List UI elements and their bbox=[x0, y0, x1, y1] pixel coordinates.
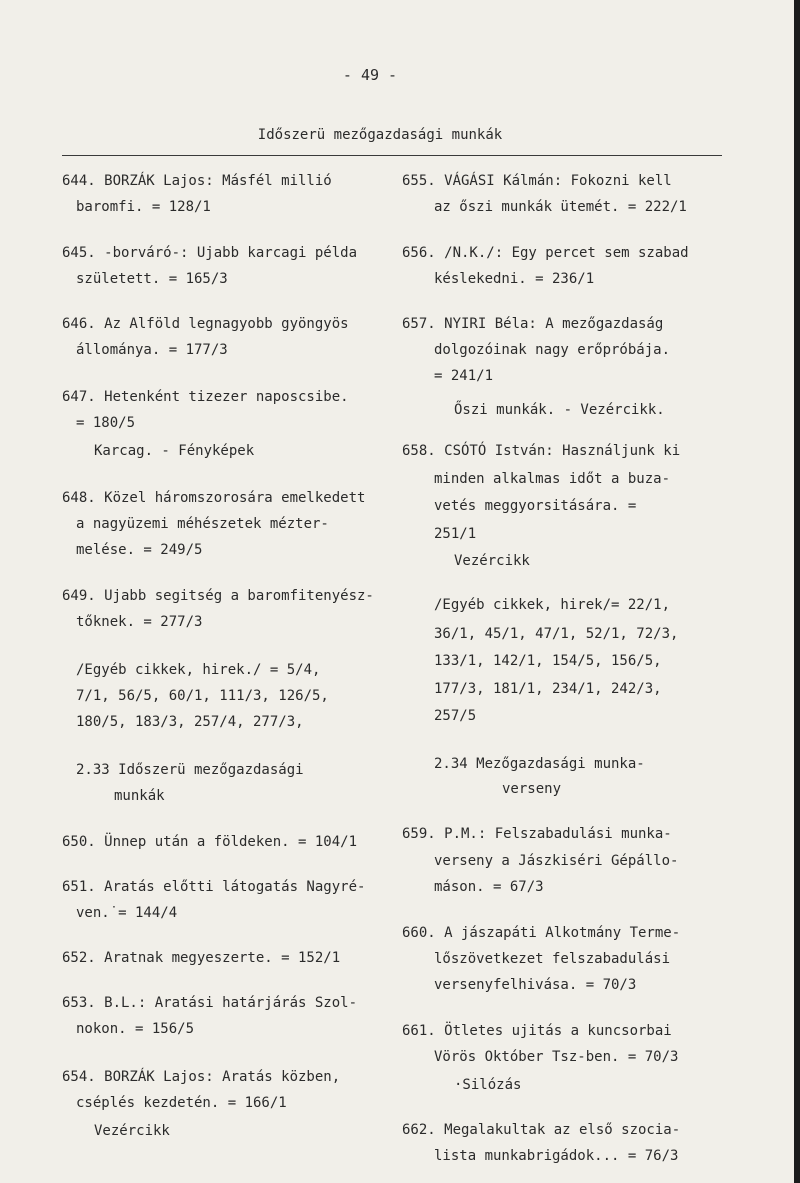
other-articles-line-1: /Egyéb cikkek, hirek/= 22/1, bbox=[434, 597, 671, 613]
entry-644-cont: baromfi. = 128/1 bbox=[76, 199, 211, 215]
entry-660: 660. A jászapáti Alkotmány Terme- bbox=[402, 925, 681, 941]
entry-653-cont: nokon. = 156/5 bbox=[76, 1021, 195, 1037]
entry-650: 650. Ünnep után a földeken. = 104/1 bbox=[62, 834, 358, 850]
section-heading-2-34-cont: verseny bbox=[502, 781, 562, 797]
section-heading-2-34: 2.34 Mezőgazdasági munka- bbox=[434, 756, 645, 772]
entry-654-cont: cséplés kezdetén. = 166/1 bbox=[76, 1095, 287, 1111]
entry-656-cont: késlekedni. = 236/1 bbox=[434, 271, 595, 287]
entry-658-cont-2: vetés meggyorsitására. = bbox=[434, 498, 637, 514]
entry-658: 658. CSÓTÓ István: Használjunk ki bbox=[402, 443, 681, 459]
entry-658-cont: minden alkalmas időt a buza- bbox=[434, 471, 671, 487]
other-articles-line-4: 177/3, 181/1, 234/1, 242/3, bbox=[434, 681, 662, 697]
entry-660-cont: lőszövetkezet felszabadulási bbox=[434, 951, 671, 967]
entry-647-cont: = 180/5 bbox=[76, 415, 136, 431]
entry-654-note: Vezércikk bbox=[94, 1123, 170, 1139]
other-articles-line-3: 180/5, 183/3, 257/4, 277/3, bbox=[76, 714, 304, 730]
entry-648-cont: a nagyüzemi méhészetek mézter- bbox=[76, 516, 329, 532]
entry-648: 648. Közel háromszorosára emelkedett bbox=[62, 490, 366, 506]
header-rule bbox=[62, 155, 722, 156]
entry-649: 649. Ujabb segitség a baromfitenyész- bbox=[62, 588, 374, 604]
entry-660-cont-2: versenyfelhivása. = 70/3 bbox=[434, 977, 637, 993]
entry-658-note: Vezércikk bbox=[454, 553, 530, 569]
entry-659-cont-2: máson. = 67/3 bbox=[434, 879, 544, 895]
entry-645-cont: született. = 165/3 bbox=[76, 271, 228, 287]
entry-653: 653. B.L.: Aratási határjárás Szol- bbox=[62, 995, 358, 1011]
other-articles-line-3: 133/1, 142/1, 154/5, 156/5, bbox=[434, 653, 662, 669]
entry-648-cont-2: melése. = 249/5 bbox=[76, 542, 203, 558]
entry-661-cont: Vörös Október Tsz-ben. = 70/3 bbox=[434, 1049, 679, 1065]
other-articles-line-1: /Egyéb cikkek, hirek./ = 5/4, bbox=[76, 662, 321, 678]
page-number: - 49 - bbox=[342, 66, 398, 84]
entry-654: 654. BORZÁK Lajos: Aratás közben, bbox=[62, 1069, 341, 1085]
entry-646-cont: állománya. = 177/3 bbox=[76, 342, 228, 358]
entry-652: 652. Aratnak megyeszerte. = 152/1 bbox=[62, 950, 341, 966]
other-articles-line-2: 7/1, 56/5, 60/1, 111/3, 126/5, bbox=[76, 688, 329, 704]
entry-657: 657. NYIRI Béla: A mezőgazdaság bbox=[402, 316, 664, 332]
entry-661: 661. Ötletes ujitás a kuncsorbai bbox=[402, 1023, 672, 1039]
entry-657-cont: dolgozóinak nagy erőpróbája. bbox=[434, 342, 671, 358]
entry-655-cont: az őszi munkák ütemét. = 222/1 bbox=[434, 199, 687, 215]
entry-655: 655. VÁGÁSI Kálmán: Fokozni kell bbox=[402, 173, 672, 189]
entry-659-cont: verseny a Jászkiséri Gépállo- bbox=[434, 853, 679, 869]
entry-657-cont-2: = 241/1 bbox=[434, 368, 494, 384]
entry-651-cont: ven.˙= 144/4 bbox=[76, 905, 178, 921]
entry-661-note: ·Silózás bbox=[454, 1077, 522, 1093]
section-heading-2-33: 2.33 Időszerü mezőgazdasági bbox=[76, 762, 304, 778]
other-articles-line-5: 257/5 bbox=[434, 708, 477, 724]
entry-662-cont: lista munkabrigádok... = 76/3 bbox=[434, 1148, 679, 1164]
other-articles-line-2: 36/1, 45/1, 47/1, 52/1, 72/3, bbox=[434, 626, 679, 642]
entry-662: 662. Megalakultak az első szocia- bbox=[402, 1122, 681, 1138]
entry-658-cont-3: 251/1 bbox=[434, 526, 477, 542]
entry-645: 645. -borváró-: Ujabb karcagi példa bbox=[62, 245, 358, 261]
entry-646: 646. Az Alföld legnagyobb gyöngyös bbox=[62, 316, 349, 332]
entry-657-note: Őszi munkák. - Vezércikk. bbox=[454, 402, 665, 418]
entry-659: 659. P.M.: Felszabadulási munka- bbox=[402, 826, 672, 842]
entry-647: 647. Hetenként tizezer naposcsibe. bbox=[62, 389, 349, 405]
entry-647-note: Karcag. - Fényképek bbox=[94, 443, 255, 459]
section-heading-2-33-cont: munkák bbox=[114, 788, 165, 804]
page-edge-shadow bbox=[794, 0, 800, 1183]
running-head: Időszerü mezőgazdasági munkák bbox=[257, 127, 503, 143]
entry-644: 644. BORZÁK Lajos: Másfél millió bbox=[62, 173, 332, 189]
entry-656: 656. /N.K./: Egy percet sem szabad bbox=[402, 245, 689, 261]
entry-649-cont: tőknek. = 277/3 bbox=[76, 614, 203, 630]
entry-651: 651. Aratás előtti látogatás Nagyré- bbox=[62, 879, 366, 895]
